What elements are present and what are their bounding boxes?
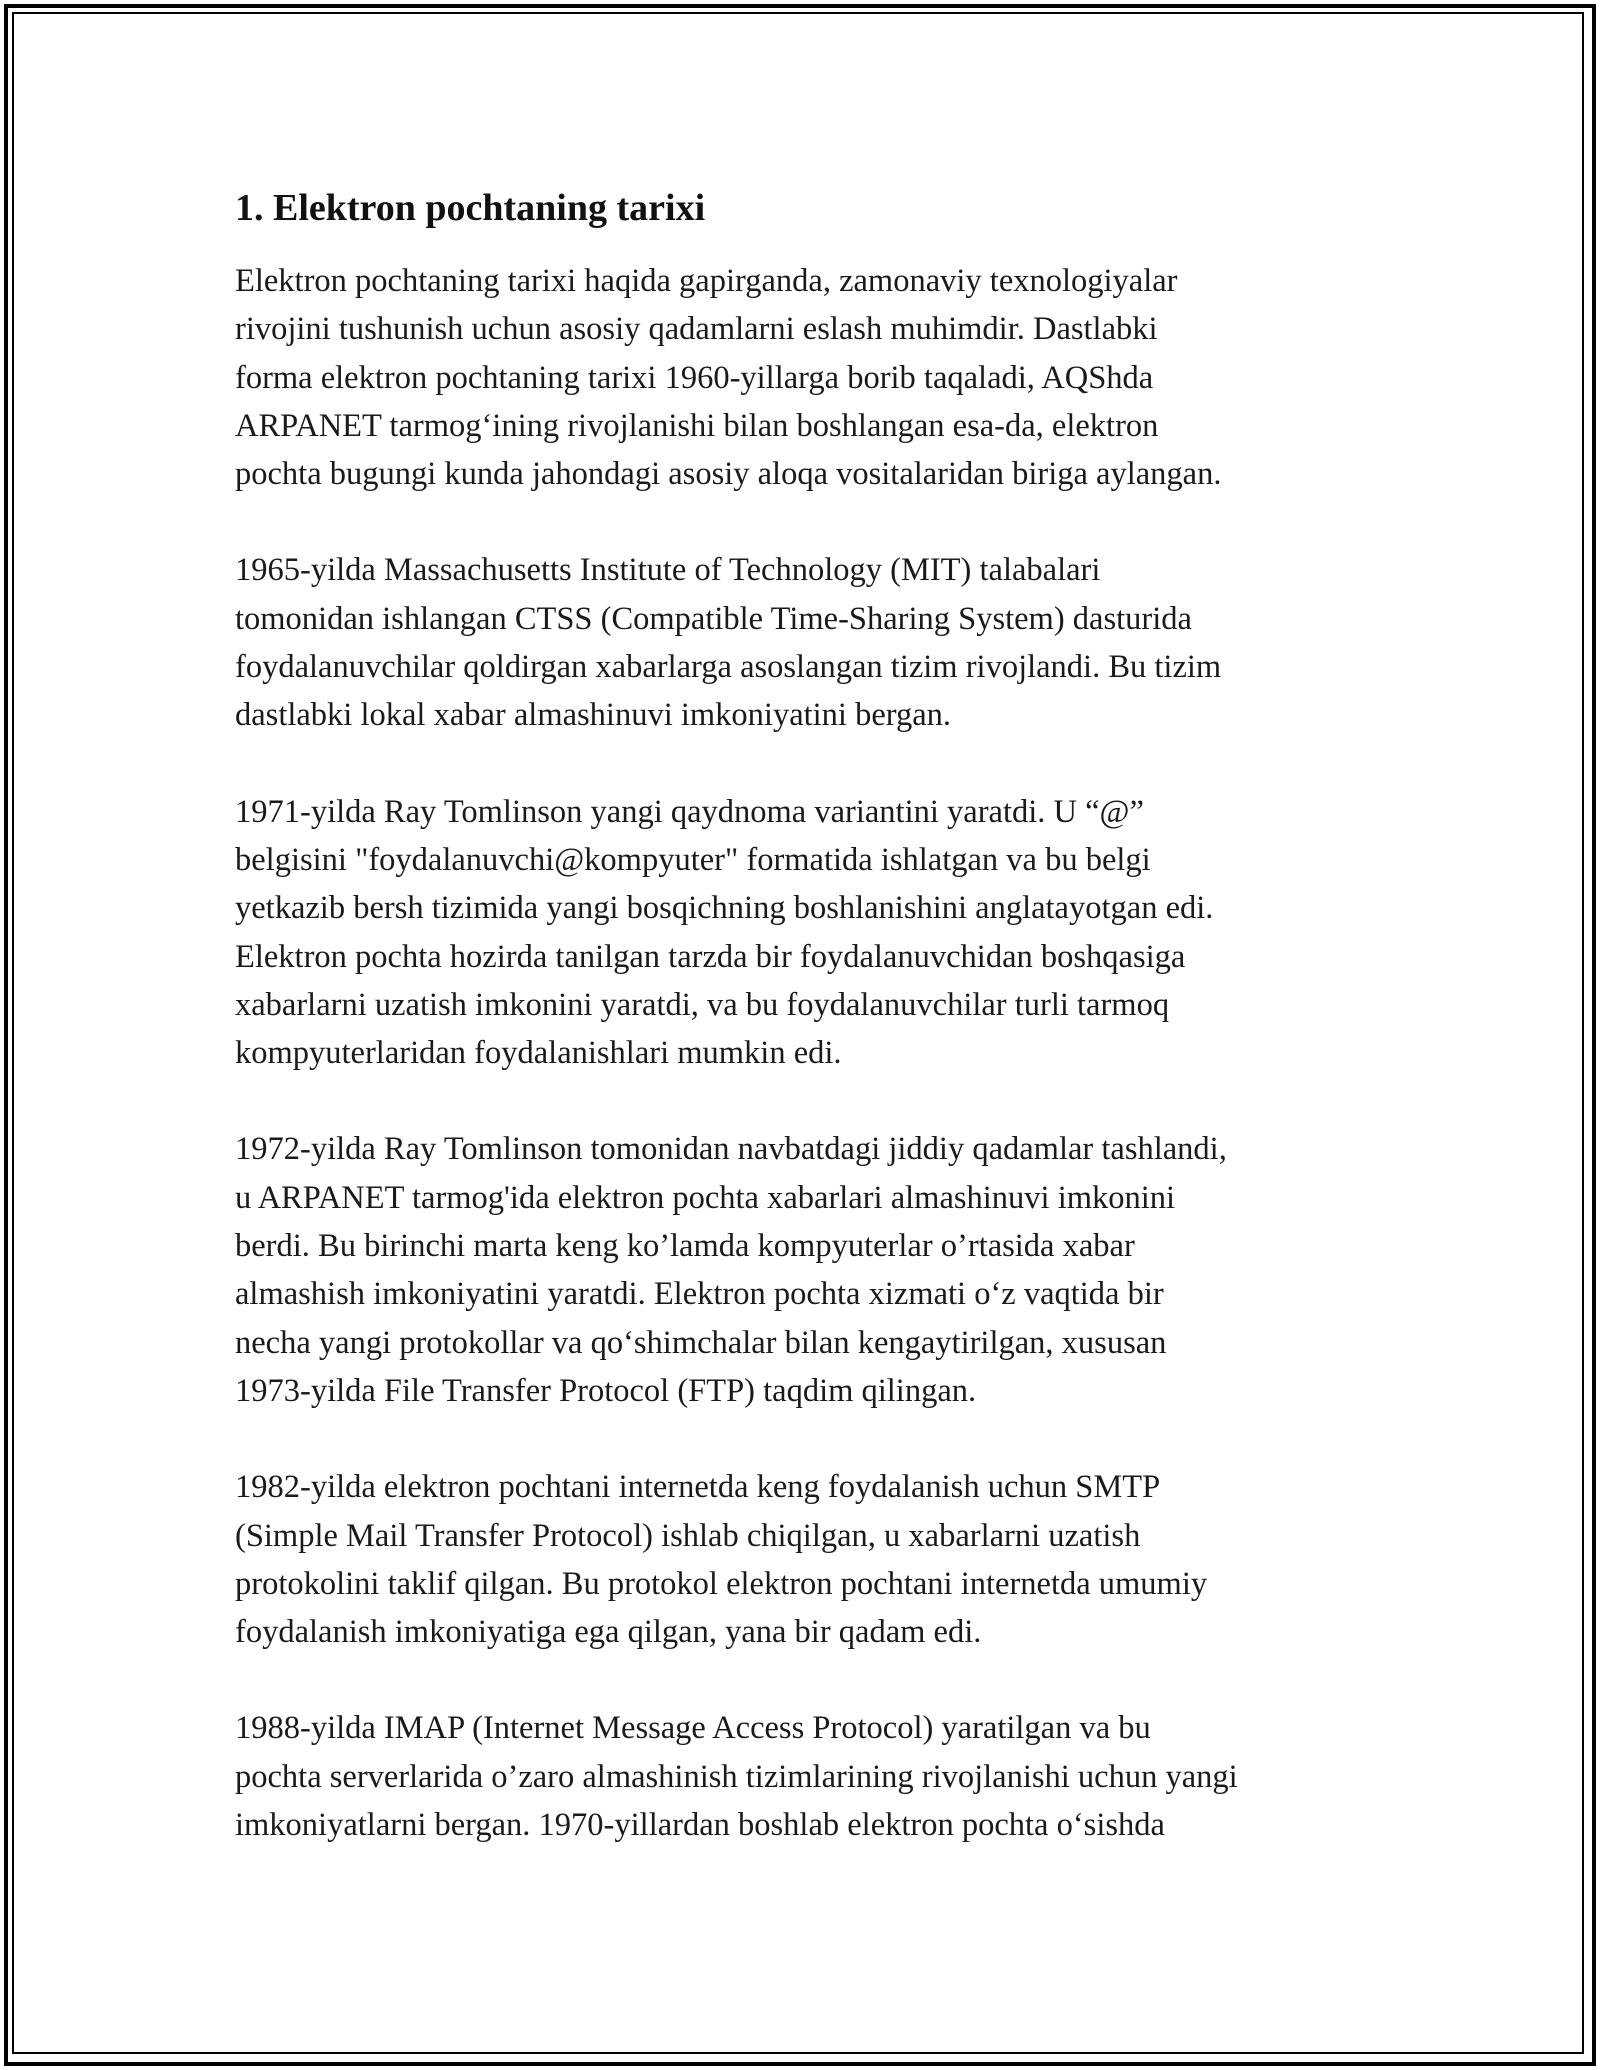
text-line: ARPANET tarmog‘ining rivojlanishi bilan boshlangan esa-da, elektron bbox=[235, 407, 1159, 444]
paragraph-intro bbox=[235, 257, 1385, 498]
text-line: Elektron pochta hozirda tanilgan tarzda bir foydalanuvchidan boshqasiga bbox=[235, 938, 1186, 975]
text-line: berdi. Bu birinchi marta keng ko’lamda kompyuterlar o’rtasida xabar bbox=[235, 1228, 1135, 1265]
text-line: pochta bugungi kunda jahondagi asosiy aloqa vositalaridan biriga aylangan. bbox=[235, 456, 1222, 493]
paragraph-1972 bbox=[235, 1125, 1385, 1415]
paragraph-1982 bbox=[235, 1463, 1385, 1656]
paragraph-1965 bbox=[235, 546, 1385, 739]
text-line: imkoniyatlarni bergan. 1970-yillardan boshlab elektron pochta o‘sishda bbox=[235, 1807, 1165, 1844]
text-line: 1965-yilda Massachusetts Institute of Technology (MIT) talabalari bbox=[235, 552, 1101, 589]
text-line: tomonidan ishlangan CTSS (Compatible Time-Sharing System) dasturida bbox=[235, 600, 1192, 637]
text-line: Elektron pochtaning tarixi haqida gapirganda, zamonaviy texnologiyalar bbox=[235, 263, 1178, 299]
text-line: yetkazib bersh tizimida yangi bosqichning boshlanishini anglatayotgan edi. bbox=[235, 890, 1214, 927]
text-line: 1973-yilda File Transfer Protocol (FTP) taqdim qilingan. bbox=[235, 1372, 977, 1409]
text-line: 1972-yilda Ray Tomlinson tomonidan navbatdagi jiddiy qadamlar tashlandi, bbox=[235, 1131, 1227, 1168]
text-line: pochta serverlarida o’zaro almashinish tizimlarining rivojlanishi uchun yangi bbox=[235, 1758, 1238, 1795]
paragraph-1988 bbox=[235, 1704, 1385, 1849]
text-line: dastlabki lokal xabar almashinuvi imkoniyatini bergan. bbox=[235, 697, 952, 734]
text-line: almashish imkoniyatini yaratdi. Elektron pochta xizmati o‘z vaqtida bir bbox=[235, 1276, 1164, 1313]
document-body bbox=[235, 180, 1385, 1897]
text-line: necha yangi protokollar va qo‘shimchalar bilan kengaytirilgan, xususan bbox=[235, 1324, 1167, 1361]
text-line: u ARPANET tarmog'ida elektron pochta xabarlari almashinuvi imkonini bbox=[235, 1179, 1176, 1216]
text-line: xabarlarni uzatish imkonini yaratdi, va bu foydalanuvchilar turli tarmoq bbox=[235, 986, 1170, 1023]
text-line: 1988-yilda IMAP (Internet Message Access Protocol) yaratilgan va bu bbox=[235, 1710, 1151, 1747]
text-line: (Simple Mail Transfer Protocol) ishlab chiqilgan, u xabarlarni uzatish bbox=[235, 1517, 1141, 1554]
text-line: foydalanuvchilar qoldirgan xabarlarga asoslangan tizim rivojlandi. Bu tizim bbox=[235, 649, 1222, 686]
paragraph-1971 bbox=[235, 788, 1385, 1078]
text-line: rivojini tushunish uchun asosiy qadamlarni eslash muhimdir. Dastlabki bbox=[235, 311, 1158, 348]
text-line: 1971-yilda Ray Tomlinson yangi qaydnoma variantini yaratdi. U “@” bbox=[235, 793, 1144, 830]
text-line: protokolini taklif qilgan. Bu protokol elektron pochtani internetda umumiy bbox=[235, 1565, 1208, 1602]
text-line: belgisini "foydalanuvchi@kompyuter" formatida ishlatgan va bu belgi bbox=[235, 841, 1151, 878]
text-line: foydalanish imkoniyatiga ega qilgan, yana bir qadam edi. bbox=[235, 1614, 982, 1651]
text-line: 1982-yilda elektron pochtani internetda keng foydalanish uchun SMTP bbox=[235, 1469, 1161, 1506]
text-line: kompyuterlaridan foydalanishlari mumkin edi. bbox=[235, 1035, 842, 1072]
section-heading: 1. Elektron pochtaning tarixi bbox=[235, 187, 706, 229]
text-line: forma elektron pochtaning tarixi 1960-yillarga borib taqaladi, AQShda bbox=[235, 359, 1154, 396]
